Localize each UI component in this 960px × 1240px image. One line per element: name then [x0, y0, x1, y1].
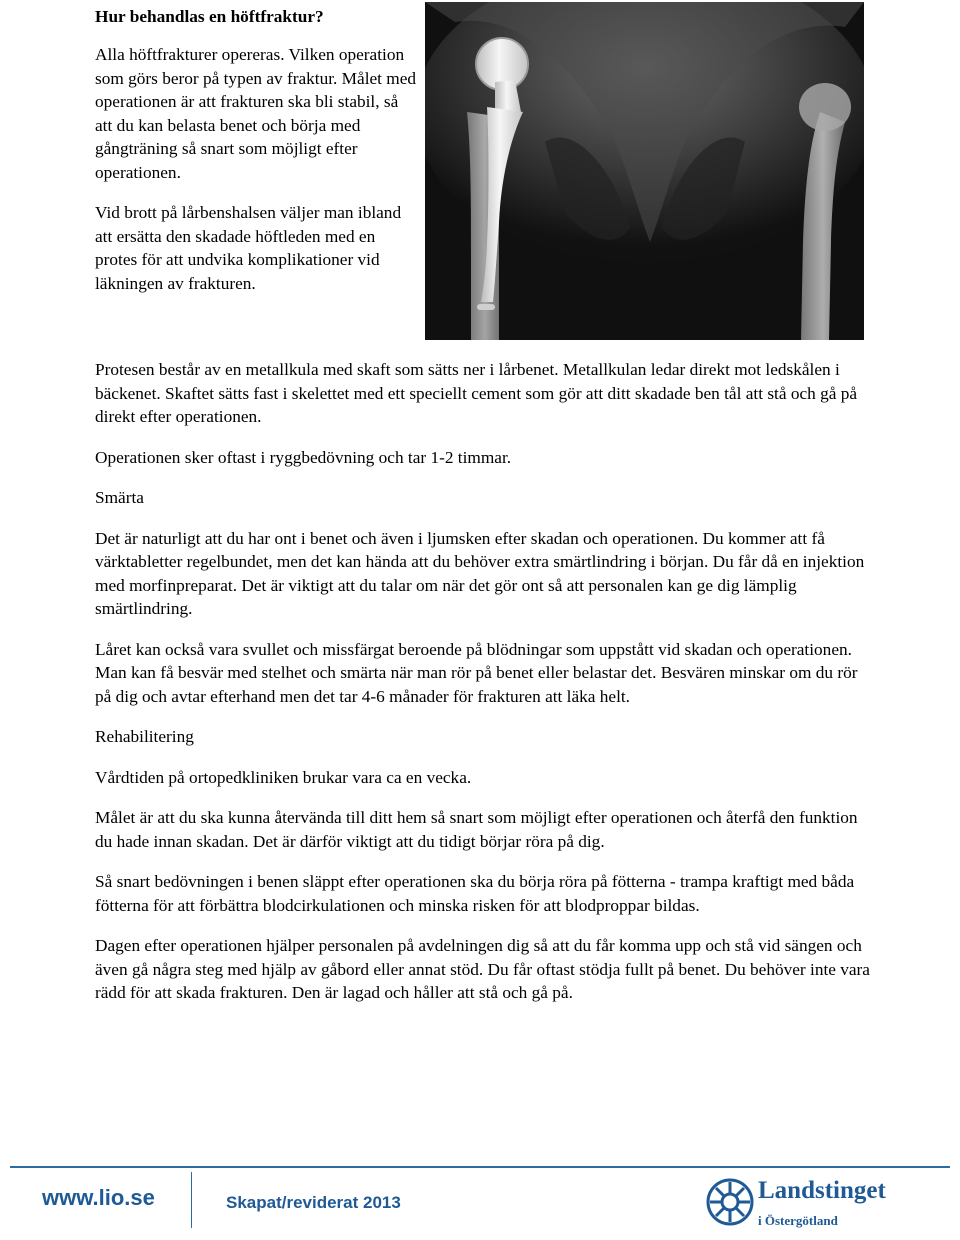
paragraph: Målet är att du ska kunna återvända till ditt hem så snart som möjligt efter operationen och återfå den funktion du hade innan skadan. Det är därför viktigt att du tidigt börjar röra på dig.	[95, 808, 858, 851]
footer-revision-date: Skapat/reviderat 2013	[226, 1193, 401, 1212]
landstinget-emblem-icon	[706, 1178, 754, 1226]
paragraph: Dagen efter operationen hjälper personalen på avdelningen dig så att du får komma upp och stå vid sängen och även gå några steg med hjälp av gåbord eller annat stöd. Du får oftast stödja fullt på benet. Du behöver inte vara rädd för att skada frakturen. Den är lagad och håller att stå och gå på.	[95, 936, 870, 1002]
landstinget-logo	[706, 1173, 916, 1231]
paragraph: Vårdtiden på ortopedkliniken brukar vara ca en vecka.	[95, 767, 472, 787]
footer-divider	[10, 1166, 950, 1168]
intro-paragraph: Vid brott på lårbenshalsen väljer man ibland att ersätta den skadade höftleden med en protes för att undvika komplikationer vid läkningen av frakturen.	[95, 203, 402, 293]
body-text	[95, 358, 875, 1022]
logo-name: Landstinget	[758, 1177, 886, 1204]
paragraph: Det är naturligt att du har ont i benet och även i ljumsken efter skadan och operationen. Du kommer att få värktabletter regelbundet, men det kan hända att du behöver extra smärtlindring i början. Du får då en injektion med morfinpreparat. Det är viktigt att du talar om när det gör ont så att personalen kan ge dig lämplig smärtlindring.	[95, 528, 865, 618]
page-heading: Hur behandlas en höftfraktur?	[95, 7, 324, 26]
section-heading-rehab: Rehabilitering	[95, 727, 194, 746]
footer-website-link[interactable]: www.lio.se	[42, 1185, 155, 1210]
paragraph: Låret kan också vara svullet och missfärgat beroende på blödningar som uppstått vid skadan och operationen. Man kan få besvär med stelhet och smärta när man rör på benet eller belastar det. Besvären minskar om du rör på dig och avtar efterhand men det tar 4-6 månader för frakturen att läka helt.	[95, 639, 858, 706]
intro-paragraph: Alla höftfrakturer opereras. Vilken operation som görs beror på typen av fraktur. Målet med operationen är att frakturen ska bli stabil, så att du kan belasta benet och börja med gångträning så snart som möjligt efter operationen.	[95, 45, 417, 182]
section-heading-pain: Smärta	[95, 488, 144, 507]
intro-text-column	[95, 43, 417, 312]
paragraph: Protesen består av en metallkula med skaft som sätts ner i lårbenet. Metallkulan ledar direkt mot ledskålen i bäckenet. Skaftet sätts fast i skelettet med ett speciellt cement som gör att ditt skadade ben tål att stå och gå på direkt efter operationen.	[95, 360, 858, 426]
footer-separator	[191, 1172, 192, 1228]
paragraph: Operationen sker oftast i ryggbedövning och tar 1-2 timmar.	[95, 447, 512, 467]
logo-subtitle: i Östergötland	[758, 1213, 838, 1228]
hip-prosthesis-xray-image	[425, 2, 864, 340]
paragraph: Så snart bedövningen i benen släppt efter operationen ska du börja röra på fötterna - trampa kraftigt med båda fötterna för att förbättra blodcirkulationen och minska risken för att blodproppar bildas.	[95, 872, 855, 915]
